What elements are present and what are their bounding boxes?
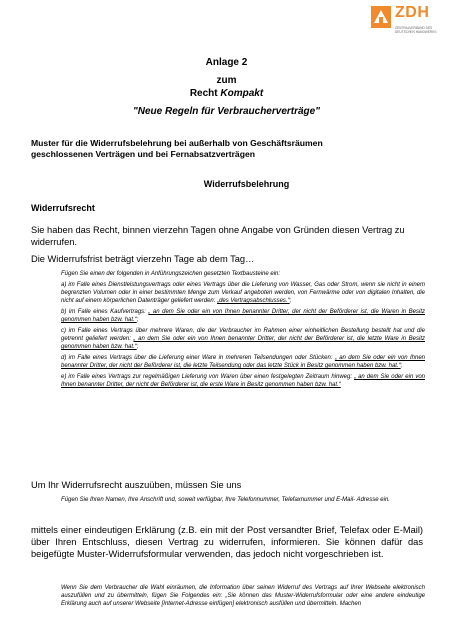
instruction-e: e) im Falle eines Vertrags zur regelmäßigen Lieferung von Waren über einen festgelegten Zeitraum hinweg: „ an dem Sie oder ein von Ihnen benannter Dritter, der nicht der Beförderer ist, die erste Ware in Besitz genommen haben bzw. hat.“ [61,374,425,388]
muster-heading: Muster für die Widerrufsbelehrung bei außerhalb von Geschäftsräumen geschlossenen Verträgen und bei Fernabsatzverträgen [31,138,323,159]
heading-widerrufsbelehrung: Widerrufsbelehrung [203,179,290,189]
zdh-logo [371,4,451,54]
annex-recht-kompakt: Recht Kompakt [189,88,264,99]
paragraph-exercise-right: Um Ihr Widerrufsrecht auszuüben, müssen Sie uns [31,480,242,490]
instruction-box-contact: Fügen Sie Ihren Namen, Ihre Anschrift und, soweit verfügbar, Ihre Telefonnummer, Telefaxnummer und E-Mail- Adresse ein. [61,497,390,503]
instruction-a: a) im Falle eines Dienstleistungsvertrags oder eines Vertrags über die Lieferung von Wasser, Gas oder Strom, wenn sie nicht in einem begrenzten Volumen oder in einer bestimmten Menge zum Verkauf angeboten werden, von Fernwärme oder von digitalen Inhalten, die nicht auf einem körperlichen Datenträger geliefert werden: „des Vertragsabschlusses.“; [61,282,425,304]
instruction-box-website: Wenn Sie dem Verbraucher die Wahl einräumen, die Information über seinen Widerruf des Vertrags auf Ihrer Webseite elektronisch auszufüllen und zu übermitteln, fügen Sie Folgendes ein: „Sie können das Muster-Widerrufsformular oder eine andere eindeutige Erklärung auch auf unserer Webseite [Internet-Adresse einfügen] elektronisch ausfüllen und übermitteln. Machen [61,585,425,607]
logo-text: ZDH [395,4,430,21]
instruction-b: b) im Falle eines Kaufvertrags: „ an dem Sie oder ein von Ihnen benannter Dritter, der nicht der Beförderer ist, die Waren in Besitz genommen haben bzw. hat.“; [61,309,425,323]
logo-subtitle: ZENTRALVERBAND DES DEUTSCHEN HANDWERKS [395,26,437,34]
zdh-logo-icon [371,6,391,28]
instruction-d: d) im Falle eines Vertrags über die Lieferung einer Ware in mehreren Teilsendungen oder Stücken: „ an dem Sie oder ein von Ihnen benannter Dritter, der nicht der Beförderer ist, die letzte Teilsendung oder das letzte Stück in Besitz genommen haben bzw. hat.“; [61,355,426,369]
annex-zum: zum [216,75,237,86]
heading-widerrufsrecht: Widerrufsrecht [31,203,95,213]
annex-subtitle: "Neue Regeln für Verbraucherverträge" [133,106,320,117]
instruction-box-period [61,270,425,392]
instruction-c: c) im Falle eines Vertrags über mehrere Waren, die der Verbraucher im Rahmen einer einheitlichen Bestellung bestellt hat und die getrennt geliefert werden: „ an dem Sie oder ein von Ihnen benannter Dritter, der nicht der Beförderer ist, die letzte Ware in Besitz genommen haben bzw. hat.“; [61,328,425,350]
annex-label: Anlage 2 [205,57,248,68]
paragraph-right-to-withdraw: Sie haben das Recht, binnen vierzehn Tagen ohne Angabe von Gründen diesen Vertrag zu widerrufen. [31,225,405,247]
paragraph-declaration: mittels einer eindeutigen Erklärung (z.B. ein mit der Post versandter Brief, Telefax oder E-Mail) über Ihren Entschluss, diesen Vertrag zu widerrufen, informieren. Sie können dafür das beigefügte Muster-Widerrufsformular verwenden, das jedoch nicht vorgeschrieben ist. [31,525,423,559]
instruction-intro: Fügen Sie einen der folgenden in Anführungszeichen gesetzten Textbausteine ein: [61,271,281,277]
paragraph-withdrawal-period: Die Widerrufsfrist beträgt vierzehn Tage ab dem Tag… [31,254,255,264]
